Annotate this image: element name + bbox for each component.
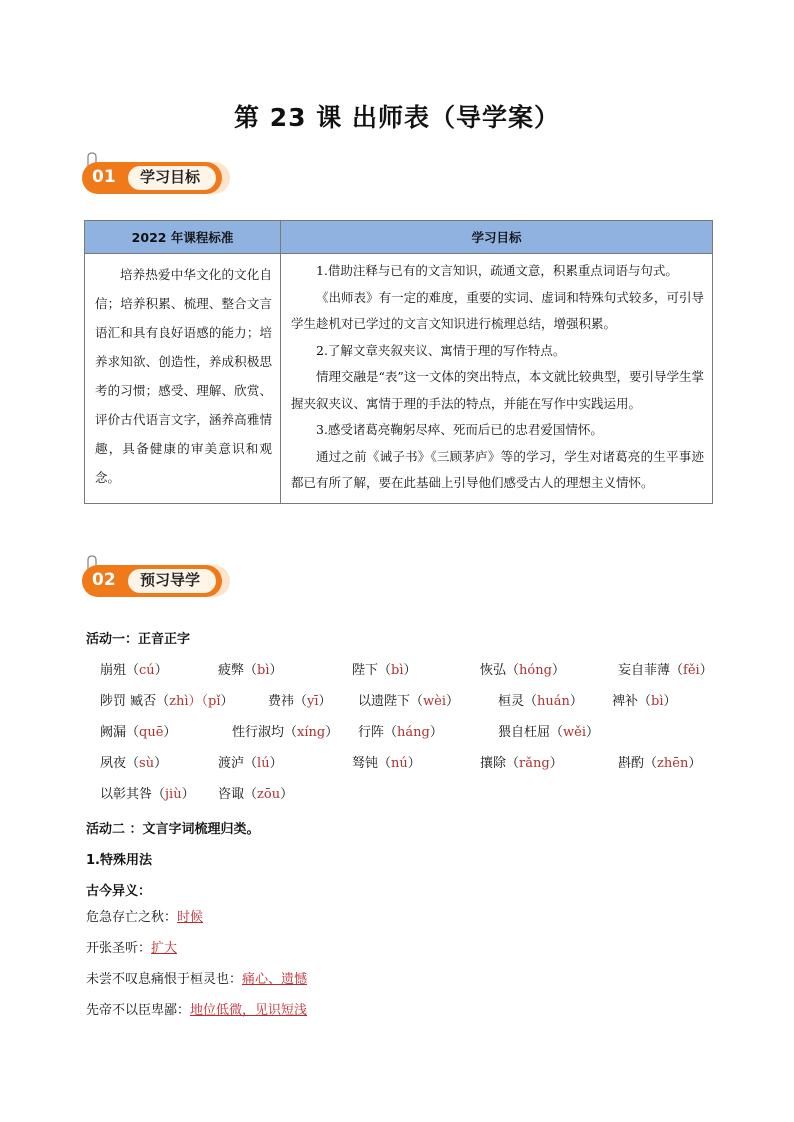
pinyin-row (0, 783, 794, 805)
pinyin-row (0, 752, 794, 774)
pinyin-row (0, 659, 794, 681)
objective-line: 2.了解文章夹叙夹议、寓情于理的写作特点。 (316, 342, 566, 358)
objective-line: 1.借助注释与已有的文言知识，疏通文意，积累重点词语与句式。 (316, 263, 678, 278)
subsection-ancient-modern: 古今异义： (86, 884, 152, 899)
answer-text: 扩大 (151, 941, 178, 956)
pinyin-item: 攘除（rǎng） (480, 756, 563, 771)
badge-number: 02 (92, 570, 116, 590)
pinyin-item: 妄自菲薄（fěi） (618, 663, 713, 678)
vocab-list (86, 902, 307, 1026)
pinyin-item: 崩殂（cú） (100, 663, 168, 678)
pinyin-row (0, 721, 794, 743)
pinyin-item: 阙漏（quē） (100, 725, 177, 740)
pinyin-item: 桓灵（huán） (498, 694, 583, 709)
pinyin-item: 咨诹（zōu） (218, 787, 294, 802)
pinyin-item: 斟酌（zhēn） (618, 756, 702, 771)
pinyin-item: 费祎（yī） (268, 694, 332, 709)
pinyin-item: 行阵（háng） (358, 725, 443, 740)
objective-line: 3.感受诸葛亮鞠躬尽瘁、死而后已的忠君爱国情怀。 (316, 422, 603, 437)
answer-text: 痛心、遗憾 (242, 972, 308, 987)
pinyin-item: 以遗陛下（wèi） (358, 694, 460, 709)
pinyin-item: 恢弘（hóng） (480, 663, 565, 678)
objective-line: 《出师表》有一定的难度，重要的实词、虚词和特殊句式较多，可引导学生趁机对已学过的文言文知识进行梳理总结，增强积累。 (291, 289, 704, 331)
goals-table (84, 220, 713, 504)
section-badge-01 (82, 152, 232, 196)
subsection-special-usage: 1.特殊用法 (86, 853, 152, 868)
vocab-item: 开张圣听：扩大 (86, 941, 178, 956)
answer-text: 地位低微，见识短浅 (190, 1003, 308, 1018)
pinyin-item: 以彰其咎（jiù） (100, 787, 195, 802)
standard-cell (85, 254, 281, 504)
pinyin-item: 性行淑均（xíng） (232, 725, 339, 740)
activity-one-title: 活动一：正音正字 (86, 632, 191, 647)
pinyin-item: 渡泸（lú） (218, 756, 283, 771)
pinyin-item: 驽钝（nú） (352, 756, 421, 771)
badge-label: 预习导学 (140, 571, 201, 589)
standard-text: 培养热爱中华文化的文化自信；培养积累、梳理、整合文言语汇和具有良好语感的能力；培养求知欲、创造性，养成积极思考的习惯；感受、理解、欣赏、评价古代语言文字，涵养高雅情趣，具备健康的审美意识和观念。 (95, 267, 272, 485)
pinyin-item: 猥自枉屈（wěi） (498, 725, 600, 740)
page-title: 第 23 课 出师表（导学案） (234, 103, 560, 132)
activity-two-title: 活动二 ：文言字词梳理归类。 (86, 822, 260, 837)
table-header-standard: 2022 年课程标准 (85, 221, 281, 254)
badge-number: 01 (92, 167, 116, 187)
pinyin-item: 陛下（bì） (352, 663, 417, 678)
objectives-cell (281, 254, 713, 504)
vocab-item: 先帝不以臣卑鄙：地位低微，见识短浅 (86, 1003, 308, 1018)
table-header-objectives: 学习目标 (281, 221, 713, 254)
pinyin-item: 疲弊（bì） (218, 663, 283, 678)
answer-text: 时候 (177, 910, 204, 925)
pinyin-row (0, 690, 794, 712)
vocab-item: 未尝不叹息痛恨于桓灵也：痛心、遗憾 (86, 972, 308, 987)
objective-line: 情理交融是“表”这一文体的突出特点，本文就比较典型，要引导学生掌握夹叙夹议、寓情于理的手法的特点，并能在写作中实践运用。 (291, 369, 704, 411)
pinyin-item: 陟罚 臧否（zhì）（pǐ） (100, 694, 234, 709)
objective-line: 通过之前《诫子书》《三顾茅庐》等的学习，学生对诸葛亮的生平事迹都已有所了解，要在此基础上引导他们感受古人的理想主义情怀。 (291, 448, 704, 490)
badge-label: 学习目标 (140, 168, 201, 186)
section-badge-02 (82, 555, 232, 599)
pinyin-item: 裨补（bì） (612, 694, 677, 709)
pinyin-item: 夙夜（sù） (100, 756, 168, 771)
vocab-item: 危急存亡之秋：时候 (86, 910, 204, 925)
